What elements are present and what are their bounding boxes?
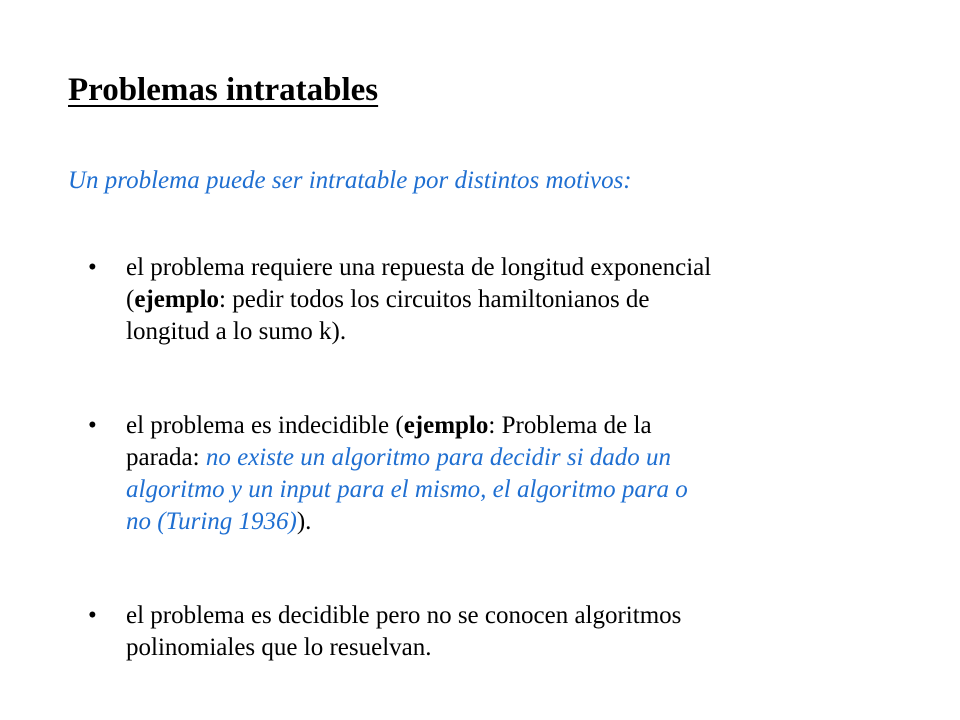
bullet-text-line: polinomiales que lo resuelvan. [126, 634, 432, 661]
bullet-icon: • [88, 602, 97, 629]
bullet-icon: • [88, 254, 97, 281]
bullet-text: : pedir todos los circuitos hamiltonianos de [219, 286, 650, 313]
bullet-icon: • [88, 412, 97, 439]
bullet-text: el problema es indecidible ( [126, 412, 404, 439]
bullet-text: ). [296, 508, 312, 535]
bullet-text-line: el problema requiere una repuesta de longitud exponencial [126, 254, 712, 281]
halting-definition-text: algoritmo y un input para el mismo, el algoritmo para o [126, 476, 688, 503]
halting-definition-text: no existe un algoritmo para decidir si dado un [205, 444, 672, 471]
bullet-text-line [126, 442, 888, 474]
bullet-item-decidable-no-polynomial [88, 600, 888, 664]
bullet-text-line [126, 410, 888, 442]
bullet-text: : Problema de la [488, 412, 652, 439]
bullet-text: parada: [126, 444, 206, 471]
bullet-item-undecidable [88, 410, 888, 538]
bullet-item-exponential-answer [88, 252, 888, 348]
example-label: ejemplo [134, 286, 220, 313]
halting-definition-text: no (Turing 1936) [126, 508, 297, 535]
slide-subtitle: Un problema puede ser intratable por distintos motivos: [68, 167, 632, 194]
bullet-text-line: el problema es decidible pero no se conocen algoritmos [126, 602, 682, 629]
example-label: ejemplo [403, 412, 489, 439]
bullet-list [88, 252, 888, 664]
bullet-text-line [126, 284, 888, 316]
bullet-text: ( [126, 286, 135, 313]
bullet-text-line: longitud a lo sumo k). [126, 318, 347, 345]
bullet-text-line [126, 506, 888, 538]
slide-title: Problemas intratables [68, 72, 379, 108]
